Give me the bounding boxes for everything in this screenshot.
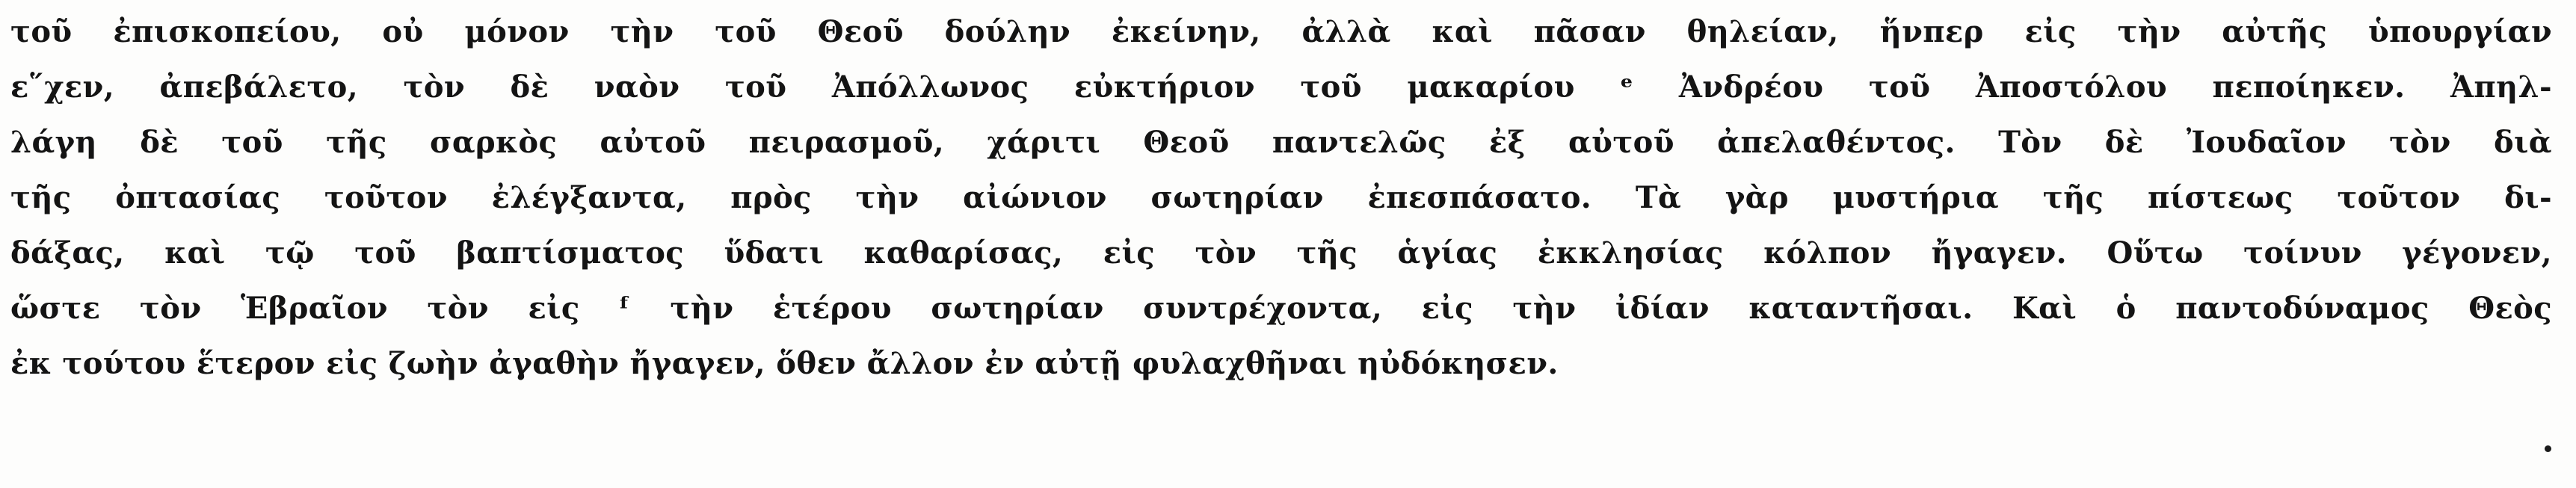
greek-text-block	[10, 4, 2552, 392]
text-line-2: ε῞χεν, ἀπεβάλετο, τὸν δὲ ναὸν τοῦ Ἀπόλλωνος εὐκτήριον τοῦ μακαρίου ᵉ Ἀνδρέου τοῦ Ἀποστόλου πεποίηκεν. Ἀπηλ-	[10, 70, 2552, 105]
text-line-5: δάξας, καὶ τῷ τοῦ βαπτίσματος ὕδατι καθαρίσας, εἰς τὸν τῆς ἁγίας ἐκκλησίας κόλπον ἤγαγεν. Οὕτω τοίνυν γέγονεν,	[10, 235, 2552, 271]
text-line-4: τῆς ὀπτασίας τοῦτον ἐλέγξαντα, πρὸς τὴν αἰώνιον σωτηρίαν ἐπεσπάσατο. Τὰ γὰρ μυστήρια τῆς πίστεως τοῦτον δι-	[10, 180, 2552, 215]
text-line-3: λάγη δὲ τοῦ τῆς σαρκὸς αὐτοῦ πειρασμοῦ, χάριτι Θεοῦ παντελῶς ἐξ αὐτοῦ ἀπελαθέντος. Τὸν δὲ Ἰουδαῖον τὸν διὰ	[10, 125, 2552, 160]
text-line-1: τοῦ ἐπισκοπείου, οὐ μόνον τὴν τοῦ Θεοῦ δούλην ἐκείνην, ἀλλὰ καὶ πᾶσαν θηλείαν, ἥνπερ εἰς τὴν αὐτῆς ὑπουργίαν	[10, 14, 2552, 49]
text-line-6: ὥστε τὸν Ἑβραῖον τὸν εἰς ᶠ τὴν ἑτέρου σωτηρίαν συντρέχοντα, εἰς τὴν ἰδίαν καταντῆσαι. Καὶ ὁ παντοδύναμος Θεὸς	[10, 291, 2552, 326]
text-line-7: ἐκ τούτου ἕτερον εἰς ζωὴν ἀγαθὴν ἤγαγεν, ὅθεν ἄλλον ἐν αὐτῇ φυλαχθῆναι ηὐδόκησεν.	[10, 346, 1559, 381]
margin-dot-mark	[2545, 445, 2551, 452]
